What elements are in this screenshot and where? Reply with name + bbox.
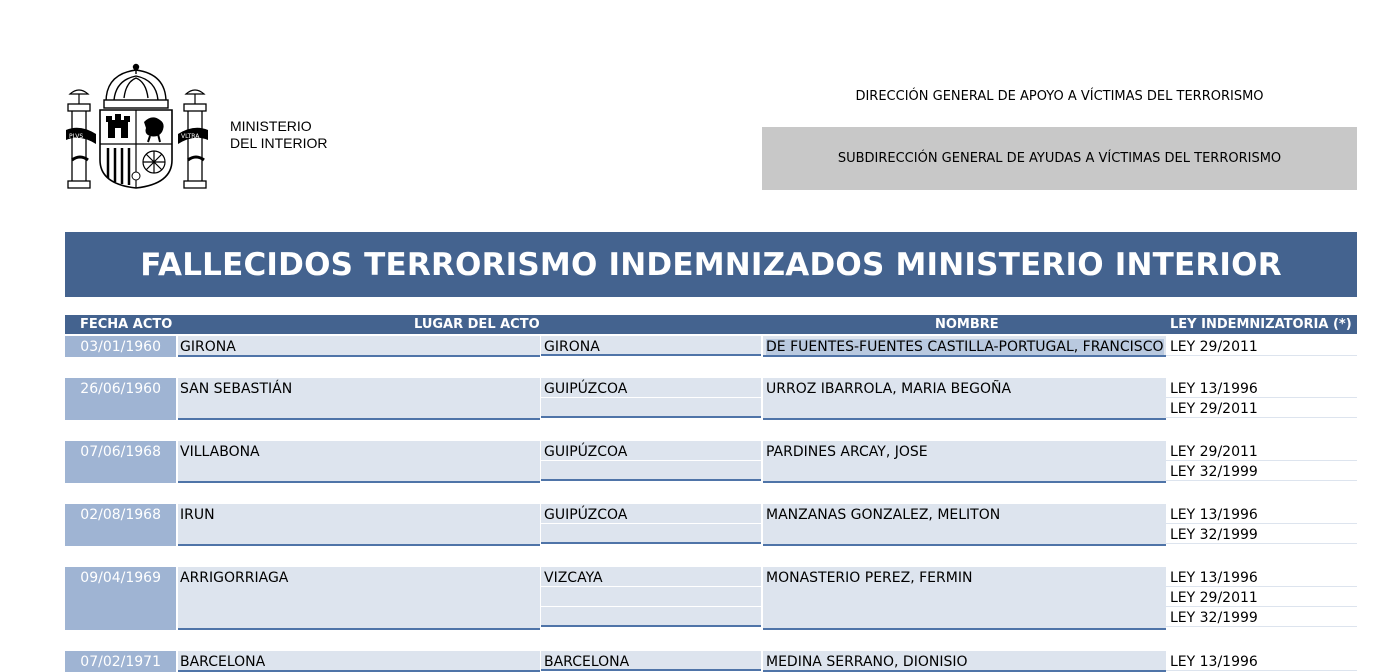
cell-fecha: 02/08/1968 [65,504,176,546]
provincia-text: VIZCAYA [541,567,761,587]
ley-item: LEY 32/1999 [1166,607,1357,627]
subdireccion-general-label: SUBDIRECCIÓN GENERAL DE AYUDAS A VÍCTIMAS DEL TERRORISMO [837,151,1282,166]
cell-nombre [763,567,1166,630]
header-nombre: NOMBRE [935,317,999,332]
ley-item: LEY 29/2011 [1166,441,1357,461]
ministry-name [230,118,328,152]
provincia-text: GIRONA [541,336,761,356]
table-row [65,651,1357,672]
cell-lugar: BARCELONA [178,651,540,672]
cell-fecha: 26/06/1960 [65,378,176,420]
cell-nombre [763,441,1166,483]
table-body [65,336,1357,672]
cell-provincia [541,441,761,483]
provincia-text: BARCELONA [541,651,761,671]
nombre-text: MONASTERIO PEREZ, FERMIN [766,570,973,586]
table-row [65,504,1357,546]
cell-lugar: ARRIGORRIAGA [178,567,540,630]
cell-ley [1166,378,1357,420]
emblem-motto-left: PLVS [69,133,84,140]
cell-ley [1166,651,1357,672]
cell-fecha: 03/01/1960 [65,336,176,357]
provincia-empty-subcell [541,587,761,607]
cell-fecha: 07/02/1971 [65,651,176,672]
subdireccion-general-box [762,127,1357,190]
provincia-text: GUIPÚZCOA [541,378,761,398]
nombre-text: MANZANAS GONZALEZ, MELITON [766,507,1001,523]
cell-fecha: 07/06/1968 [65,441,176,483]
cell-lugar: IRUN [178,504,540,546]
cell-fecha: 09/04/1969 [65,567,176,630]
direccion-general-label: DIRECCIÓN GENERAL DE APOYO A VÍCTIMAS DEL TERRORISMO [855,89,1264,104]
cell-provincia [541,504,761,546]
ley-item: LEY 32/1999 [1166,461,1357,481]
cell-nombre [763,336,1166,357]
nombre-text: DE FUENTES-FUENTES CASTILLA-PORTUGAL, FRANCISCO [766,339,1164,355]
provincia-empty-subcell [541,461,761,481]
nombre-text: URROZ IBARROLA, MARIA BEGOÑA [766,381,1012,397]
page-title [65,232,1357,297]
nombre-text: MEDINA SERRANO, DIONISIO [766,654,968,670]
cell-ley [1166,336,1357,357]
table-row [65,441,1357,483]
cell-ley [1166,441,1357,483]
provincia-empty-subcell [541,524,761,544]
table-row [65,336,1357,357]
provincia-text: GUIPÚZCOA [541,441,761,461]
coat-of-arms-logo [66,64,208,190]
page-title-text: FALLECIDOS TERRORISMO INDEMNIZADOS MINISTERIO INTERIOR [140,246,1282,283]
cell-provincia [541,336,761,357]
header-ley: LEY INDEMNIZATORIA (*) [1170,317,1352,332]
victims-table [65,315,1357,672]
ley-item: LEY 13/1996 [1166,567,1357,587]
header-lugar: LUGAR DEL ACTO [414,317,540,332]
provincia-text: GUIPÚZCOA [541,504,761,524]
ministry-line-1: MINISTERIO [230,118,312,134]
cell-nombre [763,651,1166,672]
table-row [65,567,1357,630]
ley-item: LEY 13/1996 [1166,504,1357,524]
cell-lugar: VILLABONA [178,441,540,483]
table-header [65,315,1357,334]
ley-item: LEY 29/2011 [1166,336,1357,356]
header-fecha: FECHA ACTO [80,317,173,332]
ley-item: LEY 32/1999 [1166,524,1357,544]
table-row [65,378,1357,420]
nombre-text: PARDINES ARCAY, JOSE [766,444,928,460]
ley-item: LEY 13/1996 [1166,651,1357,671]
emblem-motto-right: VLTRA [181,133,200,140]
ley-item: LEY 13/1996 [1166,378,1357,398]
cell-provincia [541,567,761,630]
ministry-line-2: DEL INTERIOR [230,135,328,151]
cell-ley [1166,504,1357,546]
cell-lugar: SAN SEBASTIÁN [178,378,540,420]
ley-item: LEY 29/2011 [1166,587,1357,607]
cell-provincia [541,651,761,672]
cell-provincia [541,378,761,420]
ley-item: LEY 29/2011 [1166,398,1357,418]
provincia-empty-subcell [541,398,761,418]
cell-ley [1166,567,1357,630]
cell-nombre [763,504,1166,546]
cell-lugar: GIRONA [178,336,540,357]
cell-nombre [763,378,1166,420]
provincia-empty-subcell [541,607,761,627]
